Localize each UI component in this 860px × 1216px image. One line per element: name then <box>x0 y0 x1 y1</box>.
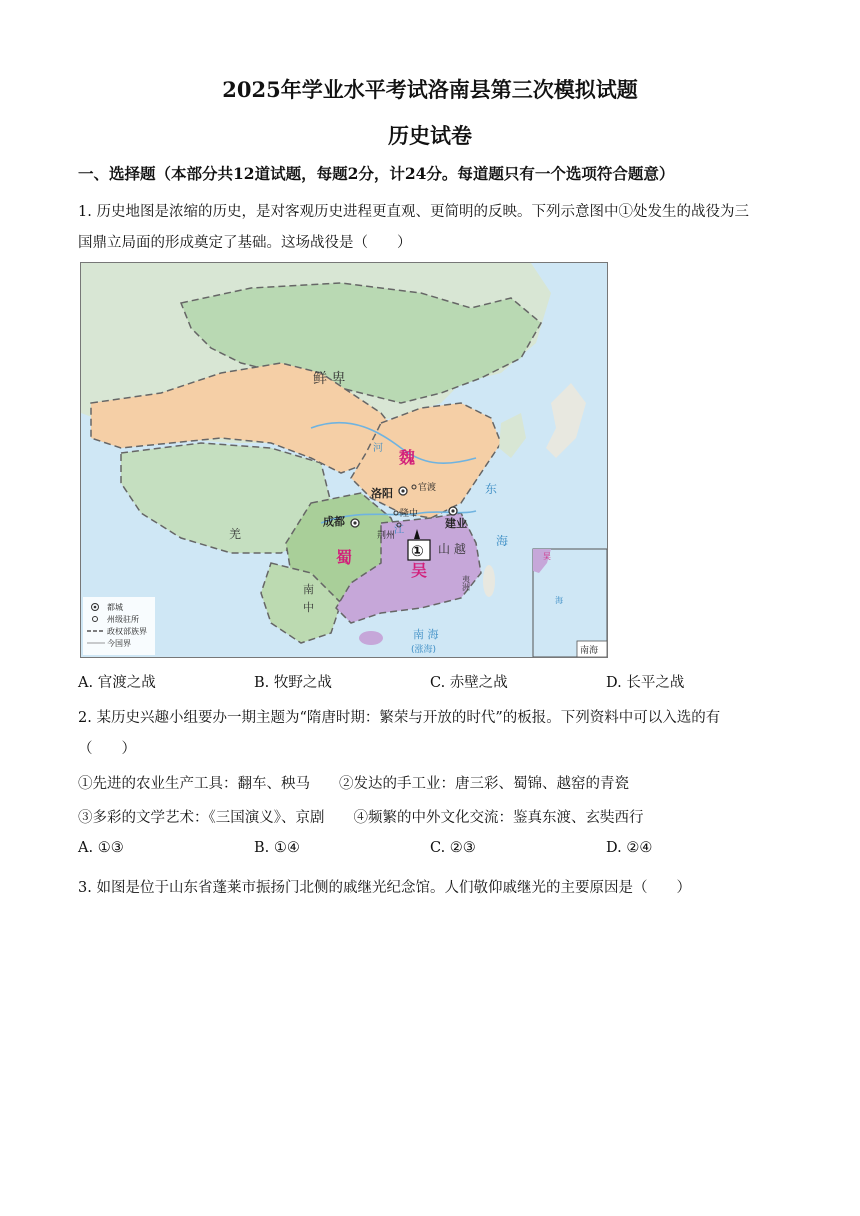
label-shu: 蜀 <box>336 548 353 567</box>
legend-boundary: 政权部族界 <box>107 627 147 636</box>
q2-option-a[interactable]: A. ①③ <box>78 840 124 856</box>
q2-option-d[interactable]: D. ②④ <box>606 840 653 856</box>
legend-capital: 都城 <box>107 603 123 612</box>
q2-option-c[interactable]: C. ②③ <box>430 840 476 856</box>
label-nanzhong-1: 南 <box>303 583 314 596</box>
q1-option-a[interactable]: A. 官渡之战 <box>78 675 156 691</box>
legend-prefecture: 州级驻所 <box>107 615 139 624</box>
q2-item-line2: ③多彩的文学艺术：《三国演义》、京剧 ④频繁的中外文化交流：鉴真东渡、玄奘西行 <box>78 810 644 826</box>
label-qiang: 羌 <box>229 527 242 541</box>
hainan-island <box>359 631 383 645</box>
q1-stem-line1: 1. 历史地图是浓缩的历史，是对客观历史进程更直观、更简明的反映。下列示意图中①处发生的战役为三 <box>78 204 749 220</box>
city-jingzhou: 荆州 <box>377 531 396 541</box>
yizhou-island <box>483 565 495 597</box>
battle-marker-label: ① <box>411 542 424 560</box>
inset-label: 南海 <box>580 646 599 656</box>
q3-stem: 3. 如图是位于山东省蓬莱市振扬门北侧的戚继光纪念馆。人们敬仰戚继光的主要原因是（ ） <box>78 880 691 896</box>
label-river-he: 河 <box>373 443 383 454</box>
label-yizhou: 夷洲 <box>461 575 471 591</box>
label-south-sea: 南 海 <box>413 628 439 641</box>
city-chengdu: 成都 <box>323 515 345 528</box>
q1-stem-line2: 国鼎立局面的形成奠定了基础。这场战役是（ ） <box>78 235 412 251</box>
three-kingdoms-map <box>80 262 608 658</box>
label-river-jiang: 江 <box>394 525 404 536</box>
q2-stem-line2: （ ） <box>78 741 136 757</box>
city-jianye: 建业 <box>445 517 467 530</box>
q1-option-b[interactable]: B. 牧野之战 <box>254 675 332 691</box>
q2-option-b[interactable]: B. ①④ <box>254 840 300 856</box>
inset-wu: 吴 <box>543 552 551 561</box>
city-guandu: 官渡 <box>418 483 437 493</box>
q1-option-d[interactable]: D. 长平之战 <box>606 675 685 691</box>
city-longzhong: 隆中 <box>400 509 419 519</box>
label-zhanghai: (涨海) <box>411 645 437 655</box>
q2-item-line1: ①先进的农业生产工具：翻车、秧马 ②发达的手工业：唐三彩、蜀锦、越窑的青瓷 <box>78 776 629 792</box>
label-dong-sea: 东 <box>485 482 498 496</box>
q2-stem-line1: 2. 某历史兴趣小组要办一期主题为“隋唐时期：繁荣与开放的时代”的板报。下列资料中可以入选的有 <box>78 710 721 726</box>
label-wei: 魏 <box>399 448 416 467</box>
city-luoyang: 洛阳 <box>371 487 393 500</box>
legend-modern: 今国界 <box>107 639 131 648</box>
exam-subtitle: 历史试卷 <box>388 123 472 148</box>
inset-sea-label: 海 <box>555 596 563 605</box>
label-nanzhong-2: 中 <box>303 601 314 614</box>
label-xianbei: 鲜 卑 <box>313 371 346 387</box>
label-sea: 海 <box>496 534 509 548</box>
label-shanyue: 山 越 <box>438 542 466 556</box>
exam-title: 2025年学业水平考试洛南县第三次模拟试题 <box>222 77 638 102</box>
q1-options <box>78 671 798 691</box>
label-wu: 吴 <box>411 561 428 580</box>
q2-options <box>78 840 798 860</box>
q1-option-c[interactable]: C. 赤壁之战 <box>430 675 508 691</box>
section-heading: 一、选择题（本部分共12道试题，每题2分，计24分。每道题只有一个选项符合题意） <box>78 164 675 183</box>
